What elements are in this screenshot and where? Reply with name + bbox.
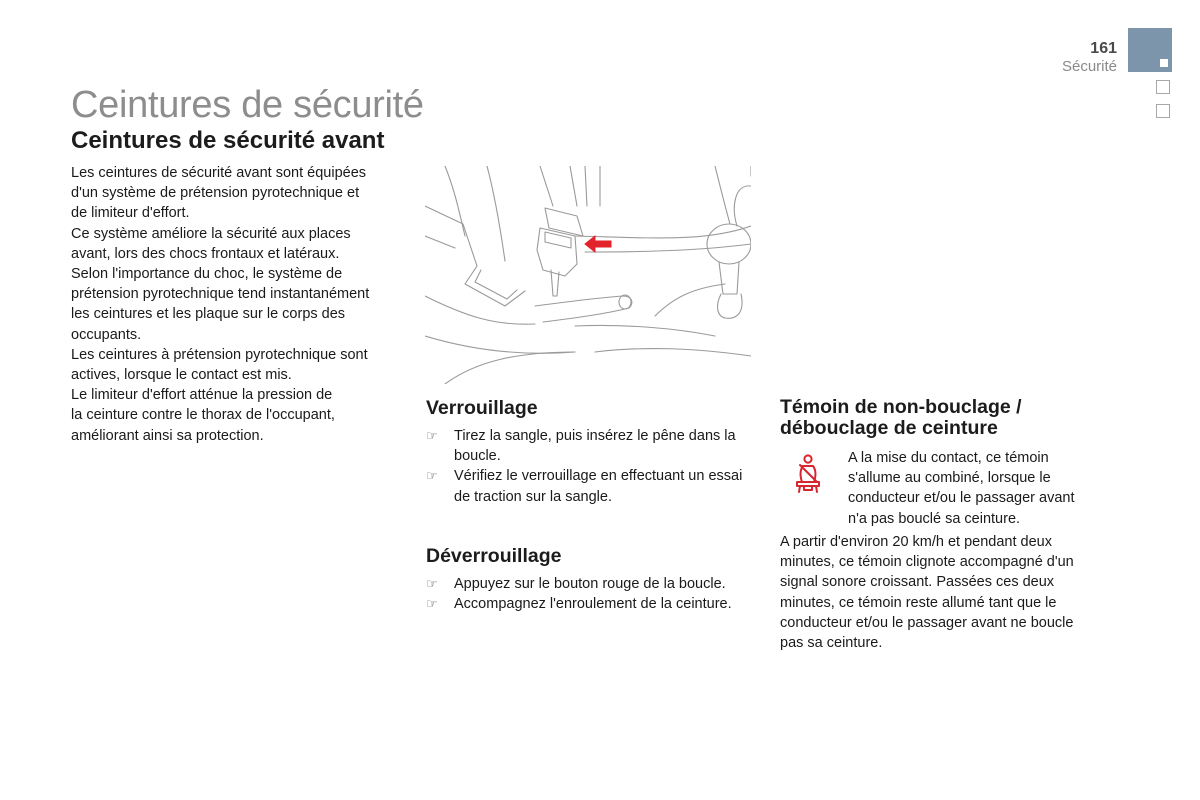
list-item bbox=[426, 574, 766, 594]
temoin-text: A la mise du contact, ce témoin s'allume au combiné, lorsque le conducteur et/ou le passager avant n'a pas bouclé sa ceinture. bbox=[848, 450, 1075, 527]
list-item bbox=[426, 594, 766, 614]
list-item-text: Vérifiez le verrouillage en effectuant un essai de traction sur la sangle. bbox=[454, 468, 743, 505]
square-outline-icon bbox=[1156, 80, 1170, 94]
section-subtitle: Ceintures de sécurité avant bbox=[71, 127, 385, 154]
page-number: 161 bbox=[1090, 40, 1117, 57]
verrouillage-heading: Verrouillage bbox=[426, 397, 538, 419]
pointing-hand-icon: ☞ bbox=[426, 576, 438, 591]
pointing-hand-icon: ☞ bbox=[426, 468, 438, 484]
seatbelt-warning-icon bbox=[794, 454, 824, 494]
intro-paragraph: Les ceintures de sécurité avant sont équipées d'un système de prétension pyrotechnique et de limiteur d'effort. Ce système améliore la sécurité aux places avant, lors des chocs frontaux et latéraux. Selon l'importance du choc, le système de prétension pyrotechnique tend instantanément les ceintures et les plaque sur le corps des occupants. Les ceintures à prétension pyrotechnique sont actives, lorsque le contact est mis. Le limiteur d'effort atténue la pression de la ceinture contre le thorax de l'occupant, améliorant ainsi sa protection. bbox=[71, 165, 370, 444]
list-item bbox=[426, 426, 756, 466]
list-item bbox=[426, 466, 756, 506]
page-tab-marker bbox=[1160, 59, 1168, 67]
square-outline-icon bbox=[1156, 104, 1170, 118]
list-item-text: Accompagnez l'enroulement de la ceinture. bbox=[454, 596, 732, 613]
section-name: Sécurité bbox=[1061, 58, 1117, 75]
page-title: Ceintures de sécurité bbox=[71, 84, 424, 126]
list-item-text: Tirez la sangle, puis insérez le pêne dans la boucle. bbox=[454, 428, 736, 465]
pointing-hand-icon: ☞ bbox=[426, 428, 438, 443]
deverrouillage-list bbox=[426, 574, 766, 614]
verrouillage-list bbox=[426, 426, 756, 507]
deverrouillage-heading: Déverrouillage bbox=[426, 545, 562, 567]
temoin-detail: A partir d'environ 20 km/h et pendant deux minutes, ce témoin clignote accompagné d'un signal sonore croissant. Passées ces deux minutes, ce témoin reste allumé tant que le conducteur et/ou le passager avant ne boucle pas sa ceinture. bbox=[780, 534, 1074, 652]
pointing-hand-icon: ☞ bbox=[426, 596, 438, 612]
temoin-heading: Témoin de non-bouclage / débouclage de ceinture bbox=[780, 396, 1022, 439]
seatbelt-buckle-illustration bbox=[425, 166, 751, 384]
list-item-text: Appuyez sur le bouton rouge de la boucle. bbox=[454, 576, 726, 592]
